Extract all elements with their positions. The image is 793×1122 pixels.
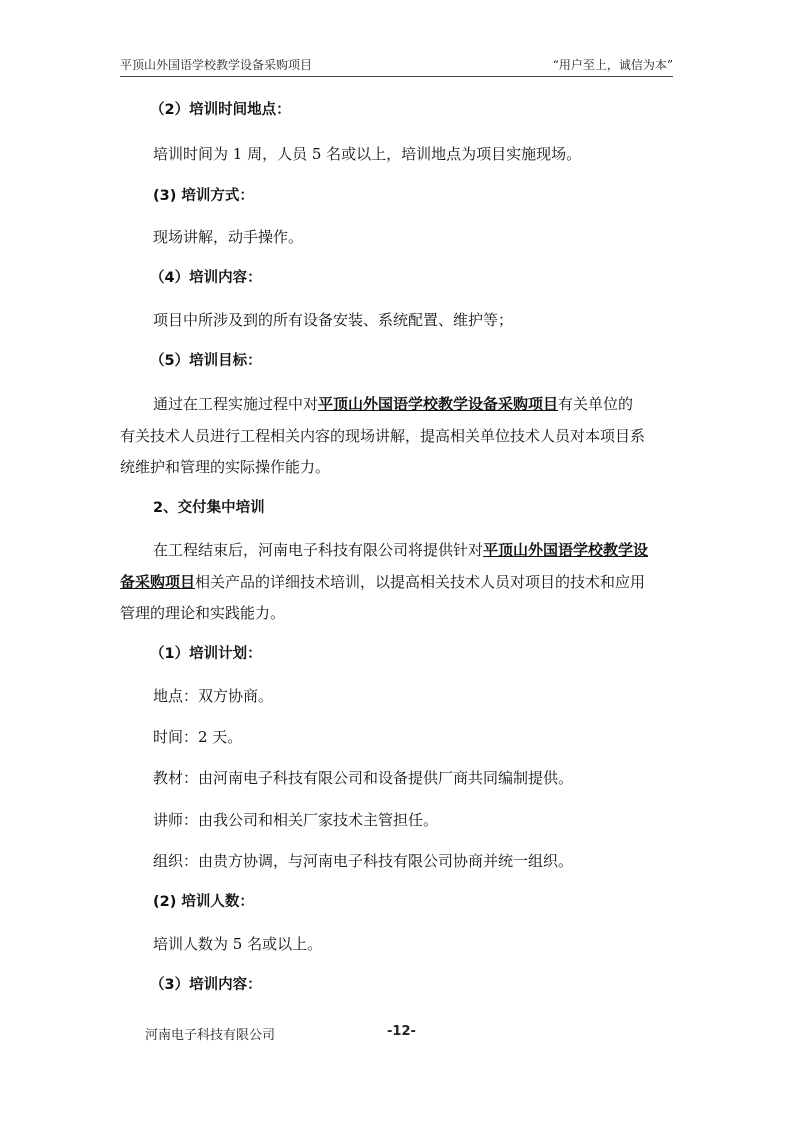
paragraph-line bbox=[120, 572, 645, 592]
text-span: 相关产品的详细技术培训，以提高相关技术人员对项目的技术和应用 bbox=[195, 573, 646, 591]
paragraph-line bbox=[153, 394, 633, 414]
section-title: （5）培训目标： bbox=[150, 353, 262, 369]
section-title: （3）培训内容： bbox=[150, 977, 262, 993]
footer-company: 河南电子科技有限公司 bbox=[145, 1028, 276, 1043]
text-span: 在工程结束后，河南电子科技有限公司将提供针对 bbox=[153, 541, 484, 559]
project-name-underlined: 平顶山外国语学校教学设 bbox=[483, 541, 649, 559]
page-header bbox=[120, 52, 673, 77]
paragraph-line bbox=[153, 540, 648, 560]
section-title: (2) 培训人数： bbox=[153, 894, 254, 910]
page-number: -12- bbox=[387, 1024, 416, 1039]
paragraph-line: 统维护和管理的实际操作能力。 bbox=[120, 458, 331, 476]
text-span: 通过在工程实施过程中对 bbox=[153, 395, 319, 413]
section-title: （4）培训内容： bbox=[150, 270, 262, 286]
paragraph: 地点：双方协商。 bbox=[153, 687, 274, 705]
paragraph: 时间：2 天。 bbox=[153, 728, 243, 746]
section-title: （1）培训计划： bbox=[150, 646, 262, 662]
paragraph: 项目中所涉及到的所有设备安装、系统配置、维护等； bbox=[153, 311, 514, 329]
paragraph: 培训时间为 1 周，人员 5 名或以上，培训地点为项目实施现场。 bbox=[153, 145, 582, 163]
paragraph: 教材：由河南电子科技有限公司和设备提供厂商共同编制提供。 bbox=[153, 769, 574, 787]
header-slogan: “用户至上，诚信为本” bbox=[552, 58, 673, 72]
header-project-title: 平顶山外国语学校教学设备采购项目 bbox=[120, 58, 313, 72]
section-title: （2）培训时间地点： bbox=[150, 102, 291, 118]
section-title: 2、交付集中培训 bbox=[153, 500, 265, 516]
project-name-underlined: 平顶山外国语学校教学设备采购项目 bbox=[318, 395, 559, 413]
paragraph: 组织：由贵方协调，与河南电子科技有限公司协商并统一组织。 bbox=[153, 852, 574, 870]
project-name-underlined: 备采购项目 bbox=[120, 573, 196, 591]
section-title: (3) 培训方式： bbox=[153, 188, 254, 204]
paragraph-line: 有关技术人员进行工程相关内容的现场讲解，提高相关单位技术人员对本项目系 bbox=[120, 427, 646, 445]
paragraph: 培训人数为 5 名或以上。 bbox=[153, 935, 323, 953]
paragraph-line: 管理的理论和实践能力。 bbox=[120, 604, 286, 622]
text-span: 有关单位的 bbox=[558, 395, 634, 413]
paragraph: 讲师：由我公司和相关厂家技术主管担任。 bbox=[153, 811, 439, 829]
paragraph: 现场讲解，动手操作。 bbox=[153, 228, 304, 246]
